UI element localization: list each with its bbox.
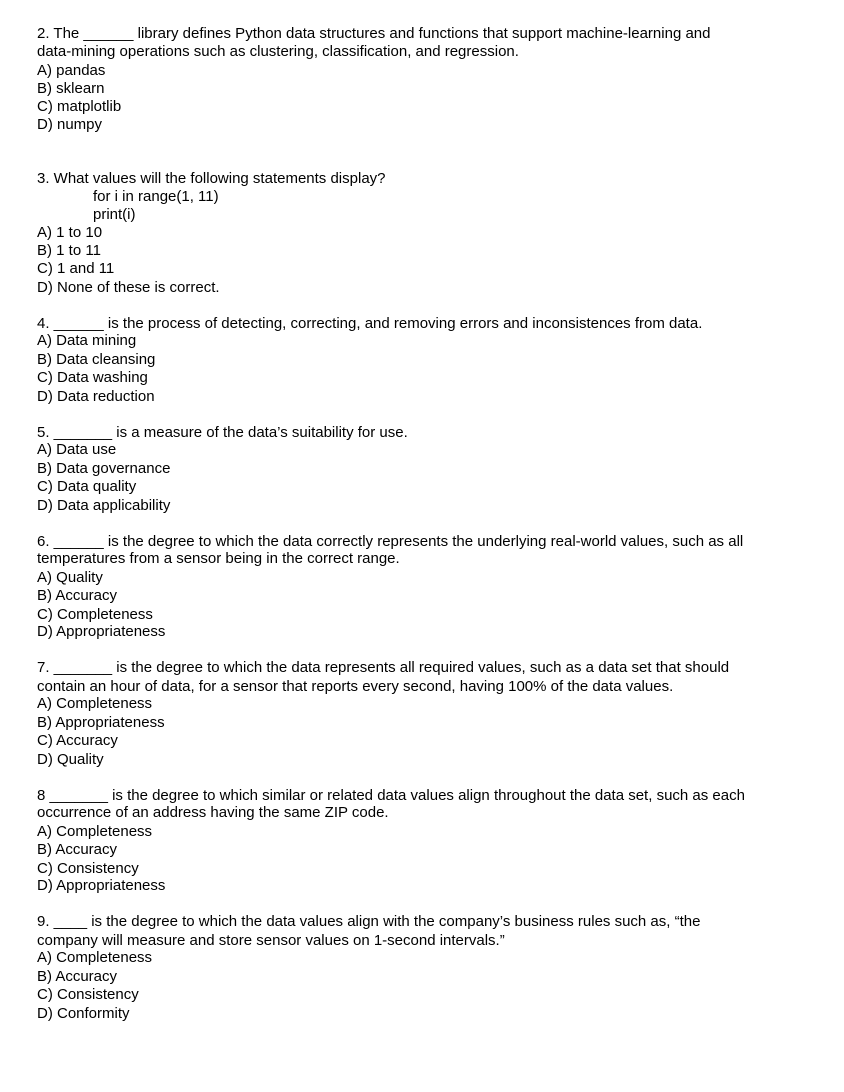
question-text: contain an hour of data, for a sensor that reports every second, having 100% of the data values. [37,678,674,695]
answer-option: B) Accuracy [37,587,118,604]
question-text: data-mining operations such as clustering, classification, and regression. [37,43,519,60]
answer-option: D) numpy [37,116,103,133]
answer-option: B) sklearn [37,80,105,97]
answer-option: C) matplotlib [37,98,122,115]
answer-option: A) 1 to 10 [37,224,103,241]
answer-option: B) Accuracy [37,841,118,858]
question-text: 5. _______ is a measure of the data’s suitability for use. [37,424,408,441]
answer-option: A) Quality [37,569,103,586]
answer-option: D) Quality [37,751,104,768]
answer-option: A) Completeness [37,823,153,840]
answer-option: A) Completeness [37,949,153,966]
answer-option: D) Data reduction [37,388,155,405]
answer-option: B) Data cleansing [37,351,156,368]
answer-option: C) 1 and 11 [37,260,115,277]
answer-option: C) Data quality [37,478,137,495]
answer-option: C) Completeness [37,606,153,623]
answer-option: A) pandas [37,62,106,79]
answer-option: A) Data mining [37,332,137,349]
answer-option: B) Appropriateness [37,714,165,731]
answer-option: B) Data governance [37,460,171,477]
code-line: print(i) [93,206,136,223]
question-text: 8 _______ is the degree to which similar or related data values align throughout the data set, such as each [37,787,745,804]
answer-option: C) Accuracy [37,732,118,749]
question-text: 6. ______ is the degree to which the data correctly represents the underlying real-world values, such as all [37,533,744,550]
question-text: 7. _______ is the degree to which the data represents all required values, such as a data set that should [37,659,730,676]
answer-option: A) Completeness [37,695,153,712]
answer-option: C) Data washing [37,369,148,386]
answer-option: D) Conformity [37,1005,130,1022]
answer-option: D) None of these is correct. [37,279,220,296]
question-text: 9. ____ is the degree to which the data values align with the company’s business rules such as, “the [37,913,701,930]
question-text: 4. ______ is the process of detecting, correcting, and removing errors and inconsistences from data. [37,315,703,332]
question-text: company will measure and store sensor values on 1-second intervals.” [37,932,505,949]
answer-option: A) Data use [37,441,117,458]
answer-option: D) Data applicability [37,497,171,514]
answer-option: D) Appropriateness [37,623,166,640]
answer-option: C) Consistency [37,860,139,877]
answer-option: D) Appropriateness [37,877,166,894]
code-line: for i in range(1, 11) [93,188,219,205]
question-text: 3. What values will the following statements display? [37,170,386,187]
answer-option: C) Consistency [37,986,139,1003]
question-text: occurrence of an address having the same ZIP code. [37,804,389,821]
question-text: temperatures from a sensor being in the correct range. [37,550,400,567]
answer-option: B) 1 to 11 [37,242,101,259]
answer-option: B) Accuracy [37,968,118,985]
question-text: 2. The ______ library defines Python data structures and functions that support machine-learning and [37,25,711,42]
